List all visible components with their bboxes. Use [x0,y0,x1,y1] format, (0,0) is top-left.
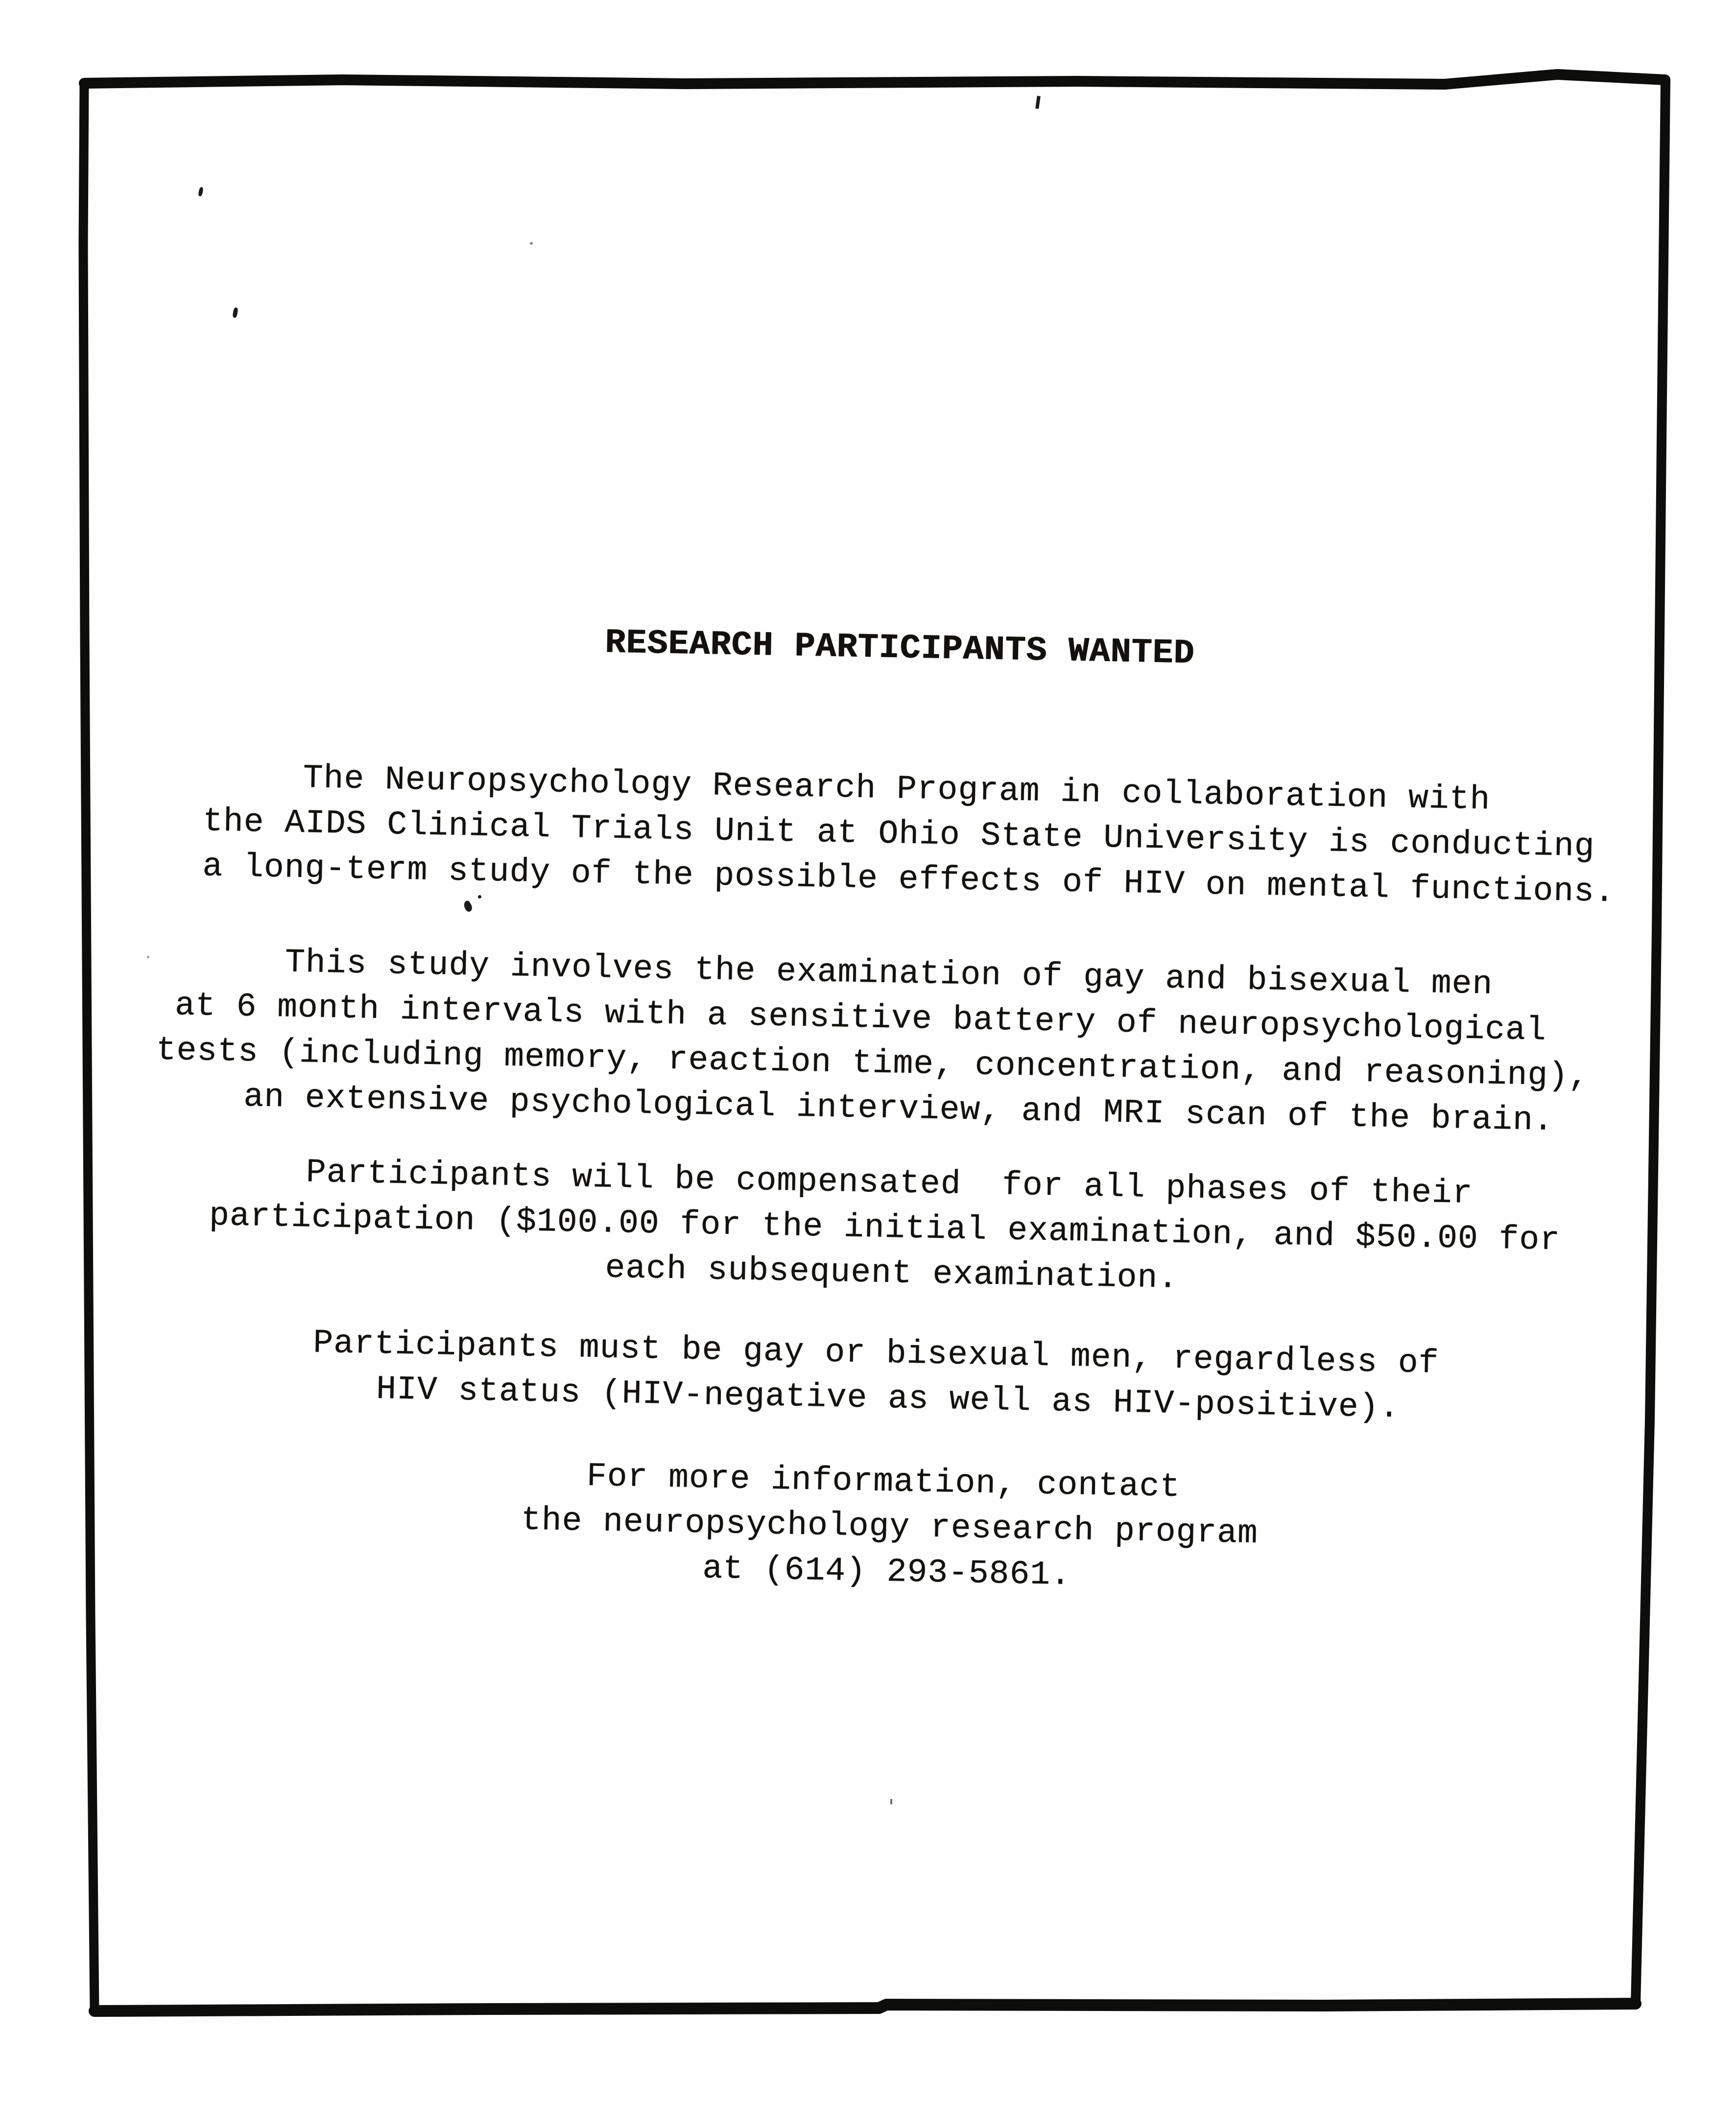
paragraph-study-intro [132,753,1653,916]
frame-bottom-line [95,2004,1636,2011]
text-line: at 6 month intervals with a sensitive battery of neuropsychological [174,987,1547,1050]
paragraph-eligibility [123,1318,1642,1436]
text-line: For more information, contact [586,1457,1181,1507]
flyer-text [119,613,1655,1608]
text-line: at (614) 293-5861. [702,1550,1071,1595]
scan-speck [530,242,533,245]
page-title: RESEARCH PARTICIPANTS WANTED [604,624,1195,674]
text-line: participation ($100.00 for the initial examination, and $50.00 for [209,1197,1561,1260]
frame-left-line [83,83,95,2010]
text-line: each subsequent examination. [605,1249,1179,1298]
text-line: This study involves the examination of gay and bisexual men [285,944,1493,1004]
text-line: a long-term study of the possible effects of HIV on mental functions. [202,848,1616,912]
frame-top-line [84,74,1665,84]
text-line: The Neuropsychology Research Program in collaboration with [303,759,1491,819]
text-line: Participants must be gay or bisexual men, regardless of [312,1324,1440,1383]
text-line: HIV status (HIV-negative as well as HIV-positive). [376,1370,1400,1427]
text-line: Participants will be compensated for all phases of their [306,1154,1474,1213]
paragraph-compensation [125,1147,1645,1310]
paragraph-study-details [128,938,1649,1146]
paragraph-contact-info [119,1445,1640,1608]
scan-speck [890,1799,892,1804]
text-line: tests (including memory, reaction time, concentration, and reasoning), [156,1031,1590,1096]
text-line: the AIDS Clinical Trials Unit at Ohio State University is conducting [202,803,1595,866]
text-line: an extensive psychological interview, and MRI scan of the brain. [243,1078,1554,1140]
text-line: the neuropsychology research program [521,1501,1259,1553]
